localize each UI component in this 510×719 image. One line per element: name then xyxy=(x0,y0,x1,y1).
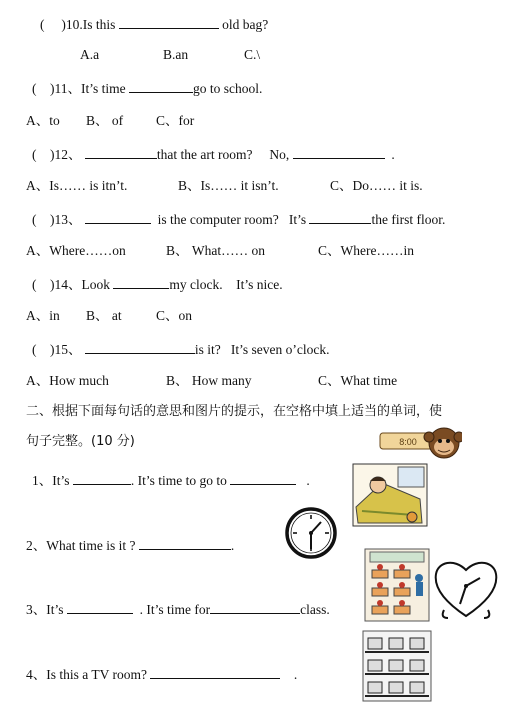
question-text: )15、 xyxy=(50,342,82,357)
question-text-tail: the first floor. xyxy=(371,212,446,227)
section-2-heading-line2: 句子完整。(10 分) xyxy=(26,434,135,449)
answer-blank[interactable] xyxy=(67,599,133,614)
question-14 xyxy=(32,274,283,294)
option-a: A、Is…… is itn’t. xyxy=(26,178,128,193)
option-c: C、What time xyxy=(318,373,398,388)
options-13 xyxy=(26,242,414,260)
computer-room-picture xyxy=(362,630,432,702)
option-a: A、in xyxy=(26,308,60,323)
answer-blank[interactable] xyxy=(73,470,131,485)
option-c: C、for xyxy=(156,113,195,128)
monkey-clock-picture xyxy=(378,423,462,465)
question-text-tail: go to school. xyxy=(193,81,263,96)
answer-blank-2[interactable] xyxy=(293,144,385,159)
option-c: C、on xyxy=(156,308,193,323)
options-10 xyxy=(80,46,260,64)
fill-item-3 xyxy=(26,599,330,619)
question-text: )14、Look xyxy=(50,277,110,292)
question-11 xyxy=(32,78,262,98)
options-14 xyxy=(26,307,192,325)
answer-blank[interactable] xyxy=(129,78,193,93)
options-12 xyxy=(26,177,423,195)
question-10 xyxy=(40,14,268,34)
item-text: 2、What time is it ? xyxy=(26,538,136,553)
wake-up-picture xyxy=(352,463,428,527)
item-text-tail: . xyxy=(230,538,235,553)
clock-picture xyxy=(284,505,338,561)
item-text: 3、It’s xyxy=(26,602,64,617)
question-text-mid: is the computer room? xyxy=(157,212,279,227)
question-text-tail: is it? xyxy=(194,342,221,357)
options-11 xyxy=(26,112,194,130)
option-b: B、Is…… it isn’t. xyxy=(178,178,279,193)
answer-blank-2[interactable] xyxy=(230,470,296,485)
fill-item-1 xyxy=(32,470,310,490)
item-text: 1、It’s xyxy=(32,473,70,488)
answer-bracket[interactable]: ( xyxy=(32,342,50,357)
question-text-mid2: It’s xyxy=(288,212,307,227)
answer-bracket[interactable]: ( xyxy=(32,147,50,162)
answer-blank[interactable] xyxy=(119,14,219,29)
question-text-tail: my clock. xyxy=(169,277,223,292)
answer-blank-2[interactable] xyxy=(210,599,300,614)
option-b: B、 of xyxy=(86,113,124,128)
answer-bracket[interactable]: ( xyxy=(32,277,50,292)
item-text-mid: . It’s time for xyxy=(139,602,211,617)
options-15 xyxy=(26,372,397,390)
heart-clock-picture xyxy=(432,556,500,622)
question-text-tail: old bag? xyxy=(222,17,269,32)
fill-item-4 xyxy=(26,664,297,684)
answer-bracket[interactable]: ( xyxy=(32,81,50,96)
answer-bracket[interactable]: ( xyxy=(32,212,50,227)
answer-blank[interactable] xyxy=(150,664,280,679)
option-c: C、Do…… it is. xyxy=(330,178,423,193)
option-a: A、to xyxy=(26,113,60,128)
question-text: )10.Is this xyxy=(61,17,116,32)
answer-blank[interactable] xyxy=(85,144,157,159)
question-text-mid2: No, xyxy=(269,147,290,162)
option-b: B.an xyxy=(163,47,189,62)
answer-blank[interactable] xyxy=(85,209,151,224)
option-b: B、 How many xyxy=(166,373,252,388)
option-a: A、How much xyxy=(26,373,109,388)
answer-blank[interactable] xyxy=(139,535,231,550)
question-text-tail: . xyxy=(391,147,395,162)
item-text-tail: . xyxy=(306,473,310,488)
question-15 xyxy=(32,339,329,359)
option-c: C、Where……in xyxy=(318,243,414,258)
answer-blank-2[interactable] xyxy=(309,209,371,224)
option-c: C.\ xyxy=(244,47,261,62)
question-text: )11、It’s time xyxy=(50,81,126,96)
item-text-tail: class. xyxy=(300,602,330,617)
classroom-picture xyxy=(364,548,430,622)
option-b: B、 What…… on xyxy=(166,243,265,258)
question-12 xyxy=(32,144,395,164)
question-text-tail2: It’s nice. xyxy=(236,277,283,292)
item-text-tail: . xyxy=(293,667,298,682)
option-a: A、Where……on xyxy=(26,243,126,258)
item-text: 4、Is this a TV room? xyxy=(26,667,147,682)
option-b: B、 at xyxy=(86,308,122,323)
question-13 xyxy=(32,209,445,229)
question-text: )12、 xyxy=(50,147,82,162)
option-a: A.a xyxy=(80,47,100,62)
answer-blank[interactable] xyxy=(85,339,195,354)
answer-blank[interactable] xyxy=(113,274,169,289)
question-text-tail2: It’s seven o’clock. xyxy=(230,342,330,357)
section-2-heading-line1: 二、根据下面每句话的意思和图片的提示，在空格中填上适当的单词，使 xyxy=(26,404,443,419)
question-text-mid: that the art room? xyxy=(156,147,253,162)
answer-bracket[interactable]: ( xyxy=(40,17,62,32)
fill-item-2 xyxy=(26,535,234,555)
clock-tag-text: 8:00 xyxy=(399,437,417,447)
item-text-mid: . It’s time to go to xyxy=(130,473,227,488)
question-text: )13、 xyxy=(50,212,82,227)
